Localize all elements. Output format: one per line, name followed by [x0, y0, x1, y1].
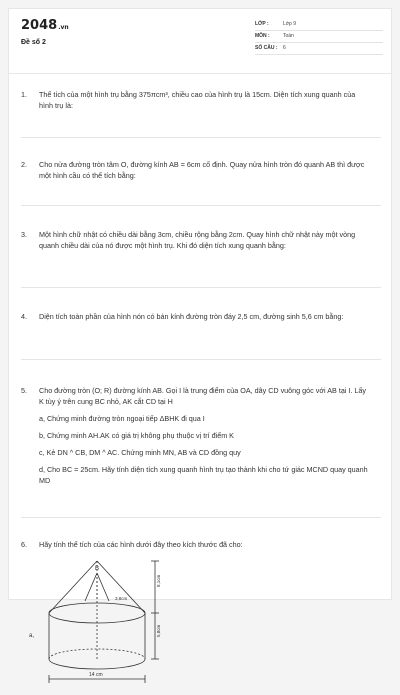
exam-title: Đề số 2 — [21, 39, 46, 46]
logo-text: 2048 — [21, 18, 58, 33]
width-label: 14 cm — [89, 672, 103, 678]
cone-height-label: 8,1cm — [156, 574, 161, 587]
divider — [21, 205, 381, 206]
question-6 — [21, 539, 371, 550]
question-number: 3. — [21, 230, 27, 239]
site-logo[interactable] — [21, 18, 69, 33]
cone-b-right-edge — [97, 573, 109, 601]
question-1 — [21, 89, 371, 111]
question-subpart: a, Chứng minh đường tròn ngoại tiếp ΔBHK đi qua I — [39, 414, 205, 423]
cylinder-height-label: 5,8cm — [156, 624, 161, 637]
divider — [21, 287, 381, 288]
exam-meta — [255, 19, 383, 55]
meta-row-subject — [255, 31, 383, 43]
question-number: 1. — [21, 90, 27, 99]
divider — [21, 137, 381, 138]
question-number: 4. — [21, 312, 27, 321]
figure-a-label: a, — [29, 633, 35, 639]
question-text: Một hình chữ nhật có chiều dài bằng 3cm, chiều rộng bằng 2cm. Quay hình chữ nhật này một vòng quanh chiều dài của nó được một hình trụ. Khi đó diện tích xung quanh bằng: — [39, 230, 356, 250]
figure-b-cone — [69, 561, 169, 601]
meta-label: MÔN : — [255, 33, 270, 39]
question-subpart: b, Chứng minh AH.AK có giá trị không phụ thuộc vị trí điểm K — [39, 431, 234, 440]
question-2 — [21, 159, 371, 181]
figure-b-dim-label: 3,8cm — [115, 596, 128, 601]
divider — [21, 359, 381, 360]
divider — [21, 517, 381, 518]
logo-suffix: .vn — [58, 24, 69, 31]
question-number: 6. — [21, 540, 27, 549]
question-5 — [21, 385, 371, 486]
question-3 — [21, 229, 371, 251]
question-subpart: d, Cho BC = 25cm. Hãy tính diện tích xung quanh hình trụ tạo thành khi cho tứ giác MCND quay quanh MD — [39, 465, 368, 485]
question-text: Hãy tính thể tích của các hình dưới đây theo kích thước đã cho: — [39, 540, 243, 549]
question-text: Thể tích của một hình trụ bằng 375πcm³, chiều cao của hình trụ là 15cm. Diện tích xung quanh của hình trụ là: — [39, 90, 356, 110]
meta-value: 6 — [283, 45, 286, 51]
question-subpart: c, Kẻ DN ^ CB, DM ^ AC. Chứng minh MN, AB và CD đồng quy — [39, 448, 241, 457]
figure-b-vertex-label: B — [95, 566, 100, 572]
meta-label: LỚP : — [255, 21, 269, 27]
question-number: 2. — [21, 160, 27, 169]
exam-page — [8, 8, 392, 678]
question-text: Cho đường tròn (O; R) đường kính AB. Gọi I là trung điểm của OA, dây CD vuông góc với AB tại I. Lấy K tùy ý trên cung BC nhỏ, AK cắt CD tại H — [39, 386, 366, 406]
exam-header — [9, 9, 391, 74]
meta-value: Lớp 9 — [283, 21, 297, 27]
meta-value: Toán — [283, 33, 294, 39]
meta-row-count — [255, 43, 383, 55]
cylinder-bottom-front — [49, 659, 145, 669]
question-4 — [21, 311, 371, 322]
question-number: 5. — [21, 386, 27, 395]
meta-row-class — [255, 19, 383, 31]
question-text: Diện tích toàn phần của hình nón có bán kính đường tròn đáy 2,5 cm, đường sinh 5,6 cm bằng: — [39, 312, 344, 321]
meta-label: SỐ CÂU : — [255, 45, 278, 51]
question-text: Cho nửa đường tròn tâm O, đường kính AB = 6cm cố định. Quay nửa hình tròn đó quanh AB thì được một hình cầu có thể tích bằng: — [39, 160, 365, 180]
cone-b-left-edge — [85, 573, 97, 601]
